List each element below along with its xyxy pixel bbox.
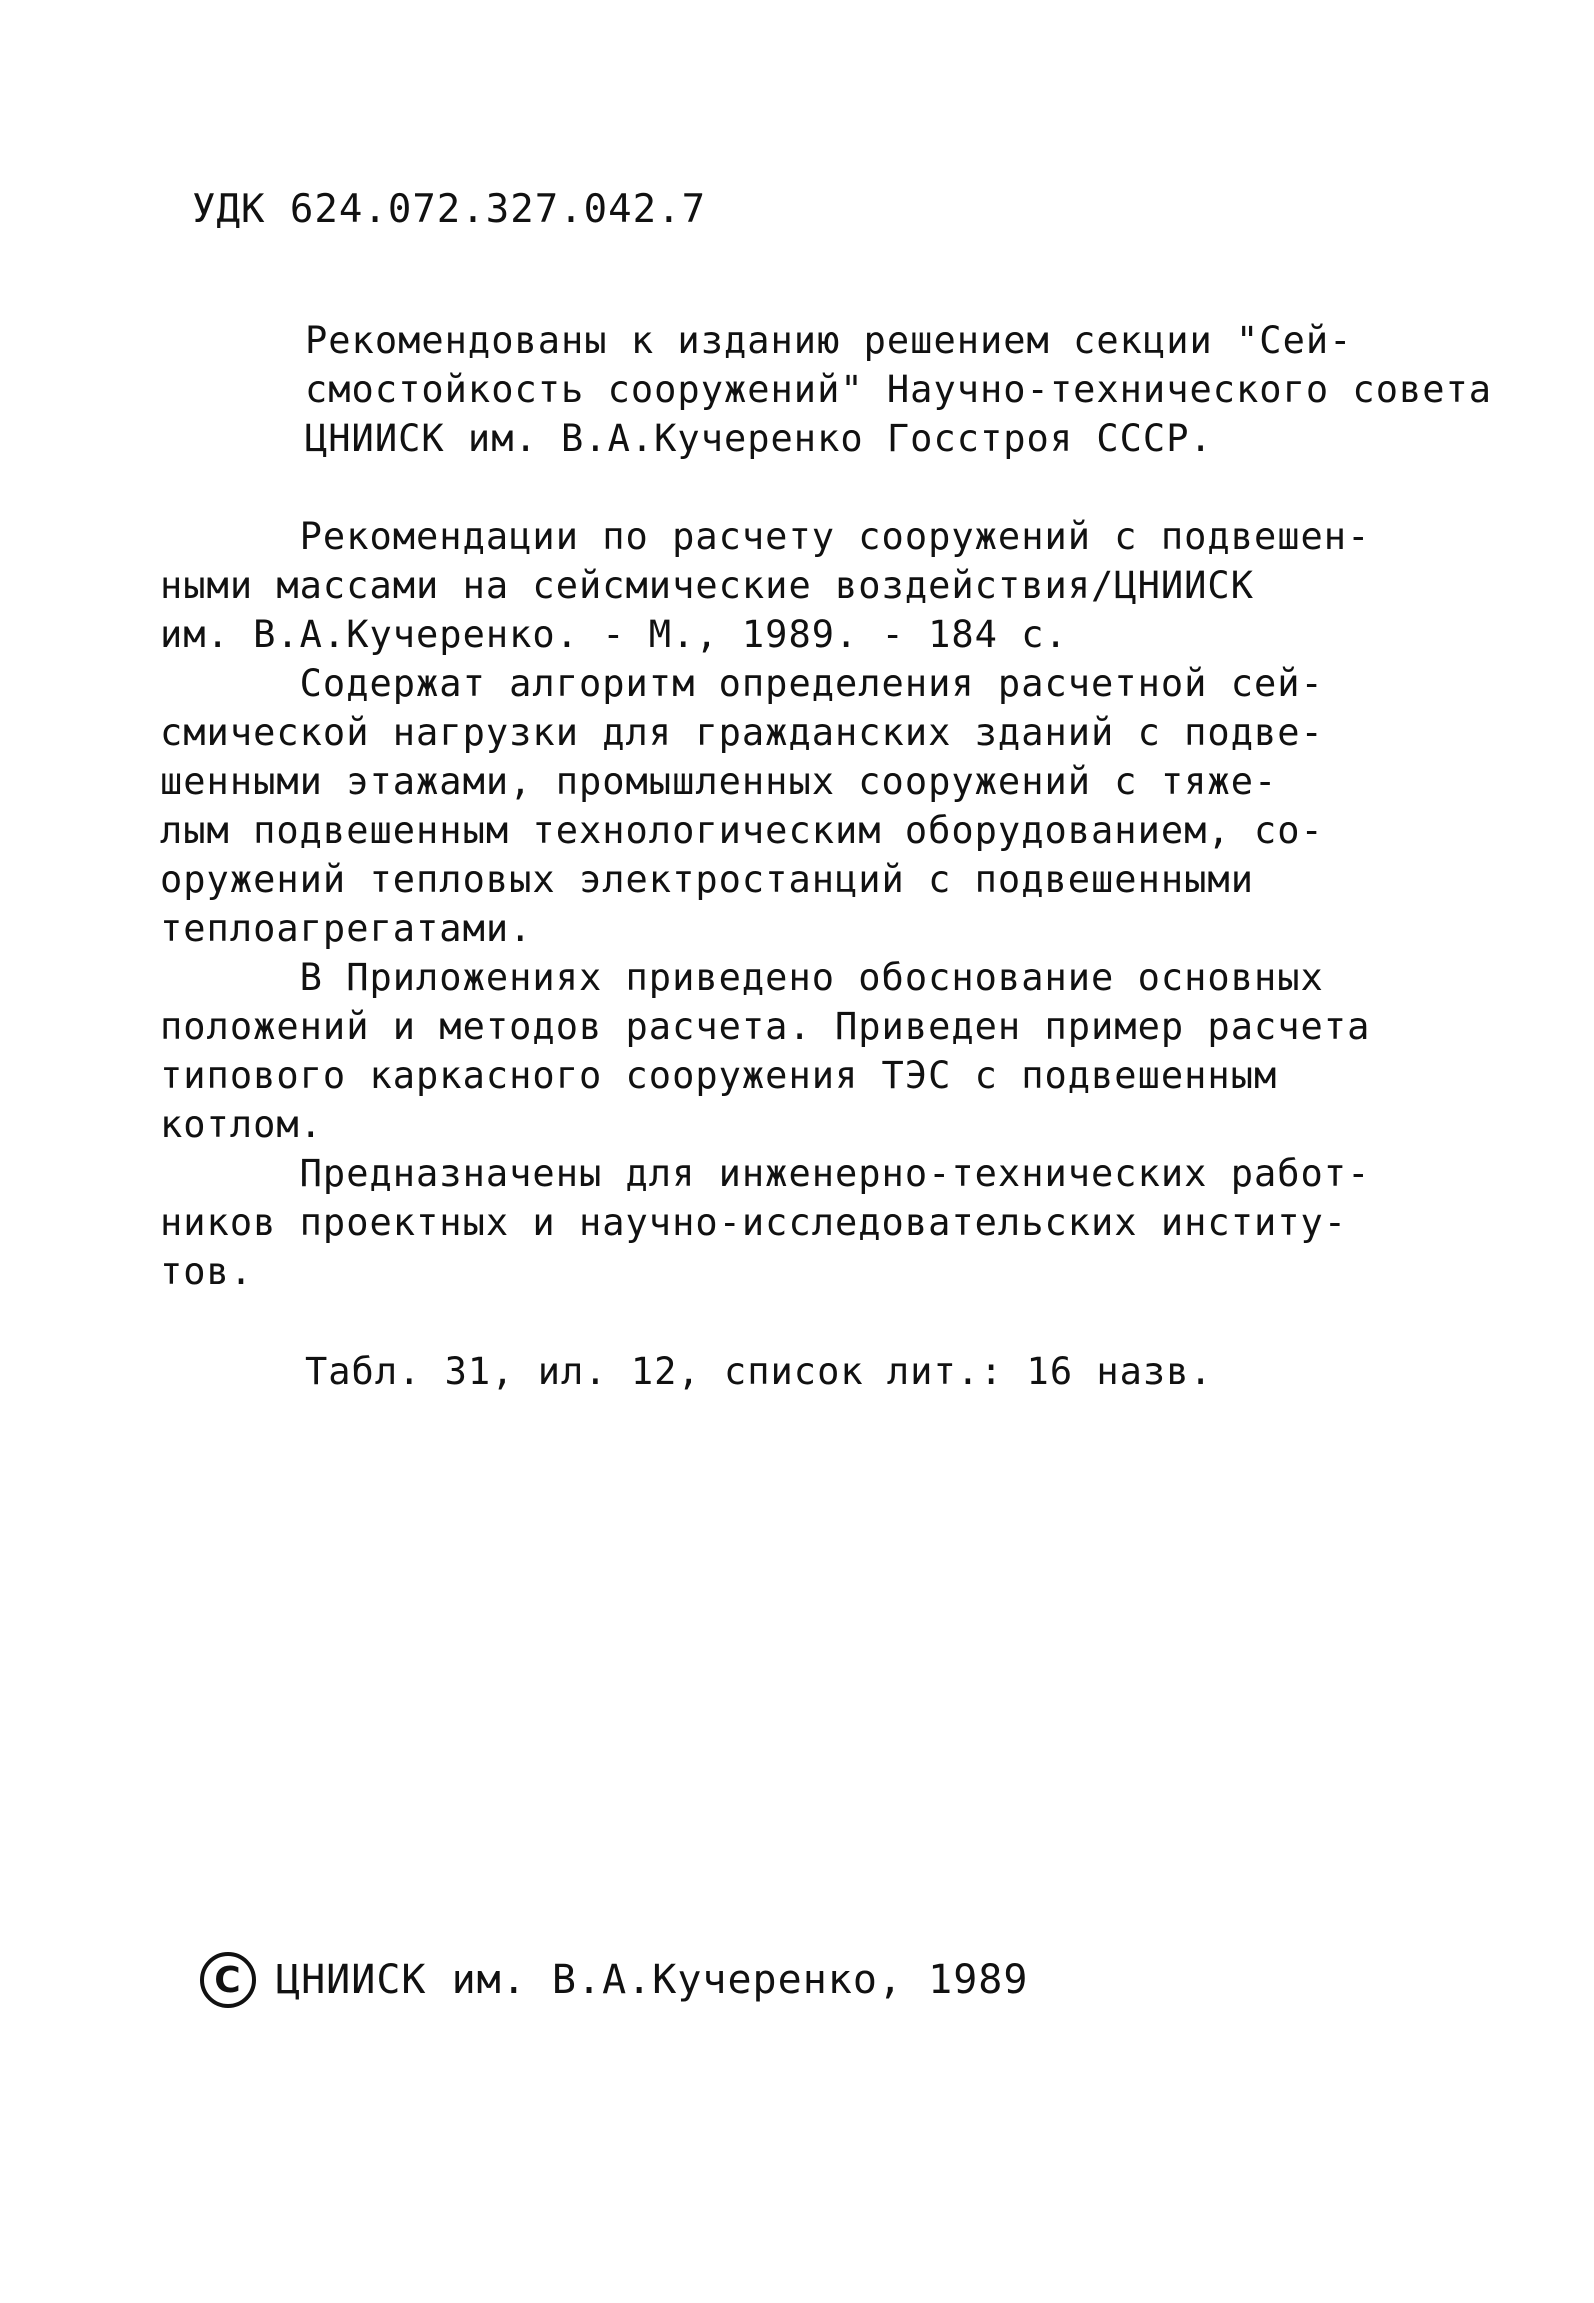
abstract-line: типового каркасного сооружения ТЭС с подвешенным	[160, 1054, 1278, 1097]
recommendation-paragraph	[305, 316, 1492, 463]
recommendation-line: Рекомендованы к изданию решением секции "Сей-	[305, 319, 1353, 362]
recommendation-line: ЦНИИСК им. В.А.Кучеренко Госстроя СССР.	[305, 417, 1213, 460]
recommendation-line: смостойкость сооружений" Научно-технического совета	[305, 368, 1493, 411]
abstract-line: ников проектных и научно-исследовательских институ-	[160, 1201, 1348, 1244]
abstract-line: теплоагрегатами.	[160, 907, 533, 950]
abstract-line: оружений тепловых электростанций с подвешенными	[160, 858, 1254, 901]
abstract-line: тов.	[160, 1250, 254, 1293]
abstract-line: Содержат алгоритм определения расчетной сей-	[160, 662, 1324, 705]
udk-code: УДК 624.072.327.042.7	[192, 187, 707, 232]
abstract-line: им. В.А.Кучеренко. - М., 1989. - 184 с.	[160, 613, 1068, 656]
copyright-notice	[200, 1952, 1028, 2008]
abstract-line: шенными этажами, промышленных сооружений с тяже-	[160, 760, 1278, 803]
abstract-line: котлом.	[160, 1103, 323, 1146]
abstract-line: Рекомендации по расчету сооружений с подвешен-	[160, 515, 1371, 558]
copyright-icon: C	[200, 1952, 256, 2008]
abstract-line: В Приложениях приведено обоснование основных	[160, 956, 1324, 999]
abstract-line: ными массами на сейсмические воздействия/ЦНИИСК	[160, 564, 1254, 607]
copyright-text: ЦНИИСК им. В.А.Кучеренко, 1989	[276, 1957, 1029, 2003]
abstract-line: Предназначены для инженерно-технических работ-	[160, 1152, 1371, 1195]
abstract	[160, 512, 1370, 1296]
abstract-line: лым подвешенным технологическим оборудованием, со-	[160, 809, 1324, 852]
abstract-line: смической нагрузки для гражданских зданий с подве-	[160, 711, 1324, 754]
tables-figures-count: Табл. 31, ил. 12, список лит.: 16 назв.	[305, 1350, 1213, 1393]
abstract-line: положений и методов расчета. Приведен пример расчета	[160, 1005, 1371, 1048]
